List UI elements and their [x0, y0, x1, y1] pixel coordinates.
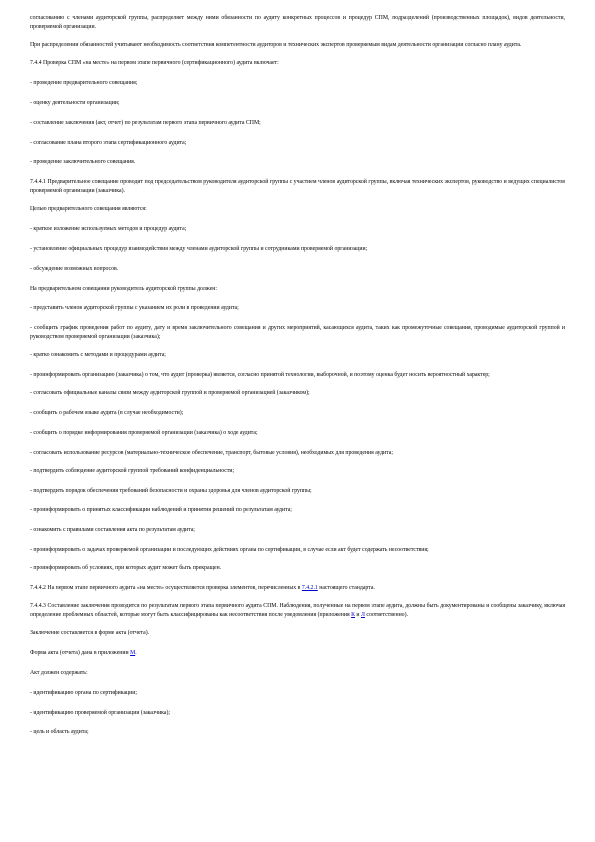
list-item: - сообщить график проведения работ по аудиту, дату и время заключительного совещания и других мероприятий, касающихся аудита, таких как промежуточные совещания, проводимые аудиторской группой и руководством проверяемой организации (заказчика); — [30, 325, 565, 341]
paragraph-intro: согласованию с членами аудиторской группы, распределяет между ними обязанности по аудиту конкретных процессов и процедур СПМ, подразделений (производственных площадок), видов деятельности, проверяемой организации. — [30, 15, 565, 30]
list-item: - кратко ознакомить с методами и процедурами аудита; — [30, 352, 166, 359]
list-item: - краткое изложение используемых методов и процедур аудита; — [30, 226, 187, 233]
section-7-4-4-1: 7.4.4.1 Предварительное совещание проводит под председательством руководителя аудиторской группы с участием членов аудиторской группы, включая технических экспертов, руководство и ведущих специалистов проверяемой организации (заказчика). — [30, 179, 565, 195]
paragraph-act-contents: Акт должен содержать: — [30, 670, 88, 677]
list-item: - согласовать официальные каналы связи между аудиторской группой и проверяемой организацией (заказчиком); — [30, 390, 310, 397]
list-item: - проинформировать о задачах проверяемой организации и последующих действиях органа по сертификации, в случае если акт будет содержать несоответствия; — [30, 547, 429, 554]
list-item: - проинформировать об условиях, при которых аудит может быть прекращен. — [30, 565, 222, 572]
list-item: - согласовать использование ресурсов (материально-техническое обеспечение, транспорт, бытовые условия), необходимых для проведения аудита; — [30, 449, 393, 456]
section-7-4-4-2: 7.4.4.2 На первом этапе первичного аудита «на месте» осуществляется проверка элементов, перечисленных в 7.4.2.1 настоящего стандарта. — [30, 585, 375, 592]
list-item: - проведение заключительного совещания. — [30, 159, 136, 166]
paragraph-act-form: Форма акта (отчета) дана в приложении М. — [30, 650, 137, 657]
section-7-4-4-3: 7.4.4.3 Составление заключения проводится по результатам первого этапа первичного аудита СПМ. Наблюдения, полученные на первом этапе аудита, должны быть документированы и сообщены заказчику, включая определение проблемных областей, которые могут быть классифицированы как несоответствия после уведомления (приложения К и Л соответственно). — [30, 603, 565, 619]
link-appendix-m[interactable]: М — [130, 650, 136, 657]
link-7-4-2-1[interactable]: 7.4.2.1 — [301, 585, 318, 592]
list-item: - цель и область аудита; — [30, 729, 89, 736]
paragraph-leader-duties: На предварительном совещании руководитель аудиторской группы должен: — [30, 285, 217, 292]
list-item: - ознакомить с правилами составления акта по результатам аудита; — [30, 527, 195, 534]
list-item: - представить членов аудиторской группы с указанием их роли в проведении аудита; — [30, 305, 239, 312]
list-item: - подтвердить порядок обеспечения требований безопасности и охраны здоровья для членов аудиторской группы; — [30, 487, 312, 494]
link-appendix-l[interactable]: Л — [361, 612, 365, 619]
list-item: - сообщить о рабочем языке аудита (в случае необходимости); — [30, 410, 184, 417]
link-appendix-k[interactable]: К — [351, 612, 355, 619]
paragraph-goals: Целью предварительного совещания являются: — [30, 206, 147, 213]
list-item: - подтвердить соблюдение аудиторской группой требований конфиденциальности; — [30, 467, 235, 474]
list-item: - идентификацию проверяемой организации (заказчика); — [30, 709, 171, 716]
list-item: - проведение предварительного совещания; — [30, 80, 138, 87]
list-item: - обсуждение возможных вопросов. — [30, 265, 119, 272]
list-item: - проинформировать о принятых классификации наблюдений и принятия решений по результатам аудита; — [30, 507, 292, 514]
section-7-4-4: 7.4.4 Проверка СПМ «на месте» на первом этапе первичного (сертификационного) аудита включает: — [30, 60, 279, 67]
paragraph-conclusion-form: Заключение составляется в форме акта (отчета). — [30, 630, 150, 637]
paragraph-distribution: При распределении обязанностей учитывают необходимость соответствия компетентности аудиторов и технических экспертов проверяемым видам деятельности организации согласно плану аудита. — [30, 42, 522, 49]
list-item: - установление официальных процедур взаимодействия между членами аудиторской группы и сотрудниками проверяемой организации; — [30, 245, 368, 252]
list-item: - оценку деятельности организации; — [30, 99, 120, 106]
list-item: - составление заключения (акт, отчет) по результатам первого этапа первичного аудита СПМ; — [30, 119, 261, 126]
list-item: - проинформировать организацию (заказчика) о том, что аудит (проверка) является, согласно принятой технологии, выборочной, и поэтому оценка будет носить вероятностный характер; — [30, 372, 490, 379]
list-item: - идентификацию органа по сертификации; — [30, 689, 137, 696]
list-item: - сообщить о порядке информирования проверяемой организации (заказчика) о ходе аудита; — [30, 429, 258, 436]
list-item: - согласование плана второго этапа сертификационного аудита; — [30, 139, 187, 146]
